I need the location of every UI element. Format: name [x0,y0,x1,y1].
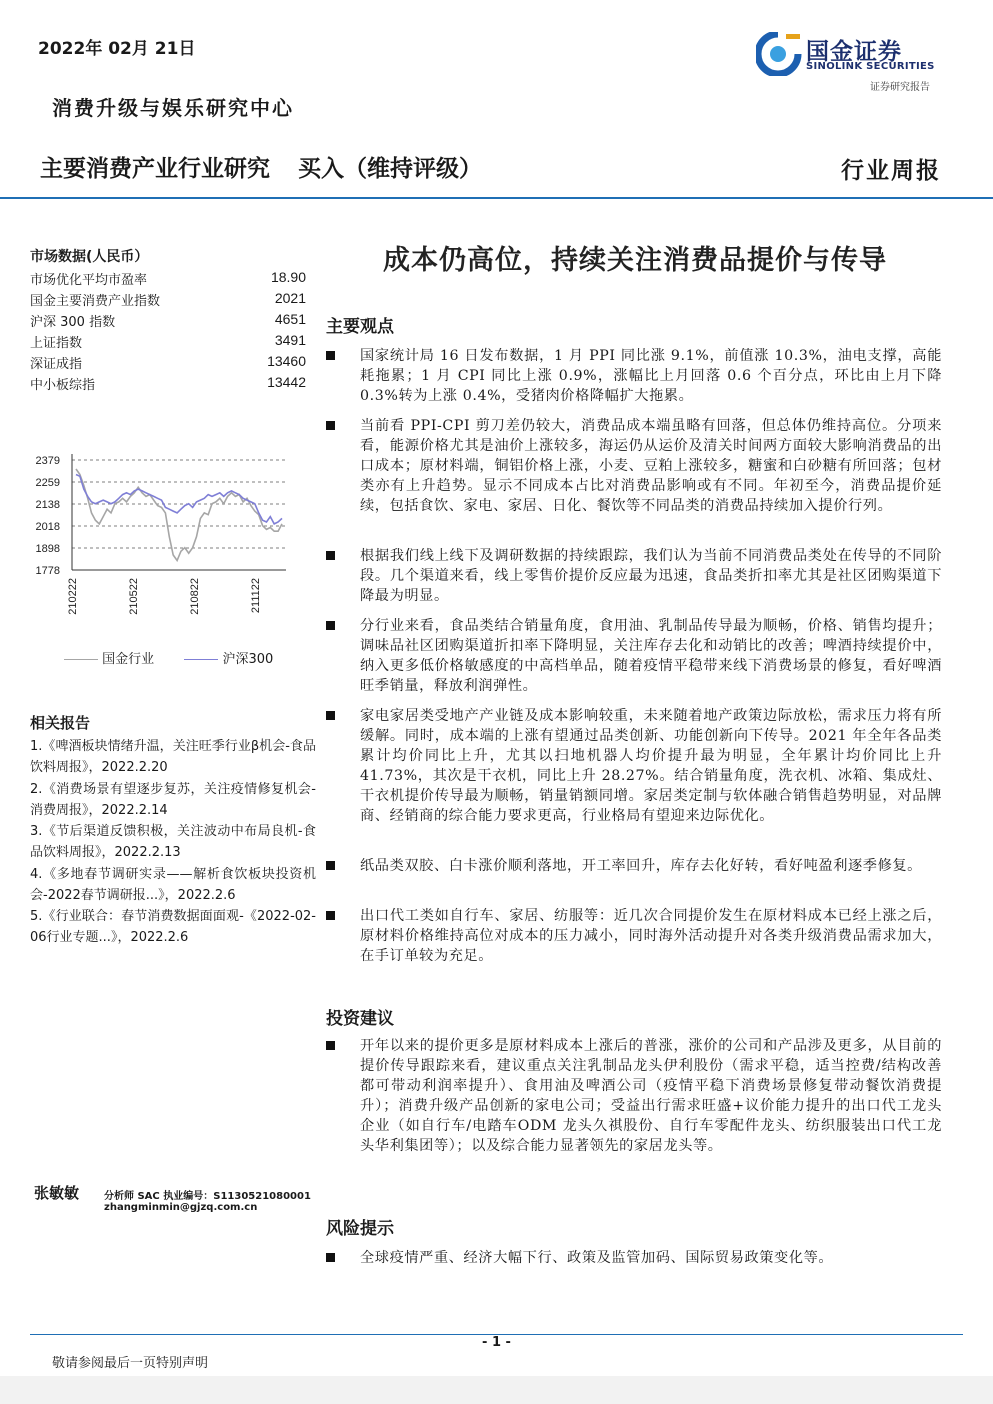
chart-legend [64,648,273,667]
bullet-square-icon [326,551,335,560]
key-point-item [326,346,942,406]
legend-swatch-industry [64,659,98,660]
analyst-sac-number: 分析师 SAC 执业编号：S1130521080001 [104,1191,311,1202]
rating: 买入（维持评级） [298,156,483,182]
index-line-chart [28,440,318,630]
key-point-item [326,706,942,826]
bullet-square-icon [326,1253,335,1262]
x-tick-label: 210822 [189,578,201,615]
key-point-text: 出口代工类如自行车、家居、纺服等：近几次合同提价发生在原材料成本已经上涨之后，原材料价格维持高位对成本的压力减小，同时海外活动提升对各类升级消费品需求加大，在手订单较为充足。 [360,908,942,964]
section-heading-key-points: 主要观点 [326,317,394,337]
key-point-text: 家电家居类受地产产业链及成本影响较重，未来随着地产政策边际放松，需求压力将有所缓解。同时，成本端的上涨有望通过品类创新、功能创新向下传导。2021 年全年各品类累计均价同比上升，尤其以扫地机器人均价提升最为明显，全年累计均价同比上升 41.73%，其次是干衣机，同比上升 28.27%。结合销量角度，洗衣机、冰箱、集成灶、干衣机提价传导最为顺畅，销量销额同增。家居类定制与软体融合销售趋势明显，对品牌商、经销商的综合能力要求更高，行业格局有望迎来边际优化。 [360,708,942,824]
series-line-1 [76,475,282,524]
market-data-label: 市场优化平均市盈率 [30,273,148,288]
footer-disclaimer: 敬请参阅最后一页特别声明 [52,1356,209,1371]
report-category: 证券研究报告 [870,82,930,93]
article-title: 成本仍高位，持续关注消费品提价与传导 [383,245,887,276]
analyst-email[interactable]: zhangminmin@gjzq.com.cn [104,1202,258,1213]
related-report-item[interactable]: 3.《节后渠道反馈积极，关注波动中布局良机-食品饮料周报》，2022.2.13 [30,824,316,860]
logo-text-cn: 国金证券 [806,39,902,65]
related-report-item[interactable]: 1.《啤酒板块情绪升温，关注旺季行业β机会-食品饮料周报》，2022.2.20 [30,739,316,775]
key-point-item [326,856,942,876]
key-point-item [326,616,942,696]
report-date: 2022年 02月 21日 [38,39,196,59]
x-tick-label: 210222 [67,578,79,615]
market-data-row [30,311,306,332]
report-title-row [40,150,482,183]
series-line-0 [76,469,282,561]
investment-advice-text: 开年以来的提价更多是原材料成本上涨后的普涨，涨价的公司和产品涉及更多，从目前的提价传导跟踪来看，建议重点关注乳制品龙头伊利股份（需求平稳，适当控费/结构改善都可带动利润率提升）、食用油及啤酒公司（疫情平稳下消费场景修复带动餐饮消费提升）；消费升级产品创新的家电公司；受益出行需求旺盛+议价能力提升的出口代工龙头企业（如自行车/电踏车ODM 龙头久祺股份、自行车零配件龙头、纺织服装出口代工龙头华利集团等）；以及综合能力显著领先的家居龙头等。 [360,1038,942,1154]
y-tick-label: 2379 [35,455,60,467]
key-point-item [326,416,942,516]
related-report-item[interactable]: 2.《消费场景有望逐步复苏，关注疫情修复机会-消费周报》，2022.2.14 [30,782,316,818]
section-heading-risk: 风险提示 [326,1219,394,1239]
analyst-name: 张敏敏 [34,1184,80,1202]
key-point-text: 当前看 PPI-CPI 剪刀差仍较大，消费品成本端虽略有回落，但总体仍维持高位。分项来看，能源价格尤其是油价上涨较多，海运仍从运价及清关时间两方面较大影响消费品的出口成本；原材料端，铜铝价格上涨，小麦、豆粕上涨较多，糖蜜和白砂糖有所回落；包材类亦有上升趋势。显示不同成本占比对消费品影响或有不同。年初至今，消费品提价延续，包括食饮、家电、家居、日化、餐饮等不同品类的消费品持续加入提价行列。 [360,418,942,514]
legend-label-industry: 国金行业 [102,652,155,667]
bullet-square-icon [326,421,335,430]
y-tick-label: 2259 [35,477,60,489]
market-data-value: 4651 [274,311,306,327]
sinolink-logo-icon [756,32,804,76]
market-data-label: 国金主要消费产业指数 [30,294,161,309]
market-data-row [30,374,306,395]
risk-item [326,1248,942,1268]
x-tick-label: 211122 [250,578,262,614]
market-data-value: 3491 [274,332,306,348]
related-report-item[interactable]: 5.《行业联合：春节消费数据面面观-《2022-02-06行业专题...》，2022.2.6 [30,909,316,945]
page-bottom-band [0,1376,993,1404]
key-point-text: 根据我们线上线下及调研数据的持续跟踪，我们认为当前不同消费品类处在传导的不同阶段。几个渠道来看，线上零售价提价反应最为迅速，食品类折扣率尤其是社区团购渠道下降最为明显。 [360,548,942,604]
market-data-value: 13442 [267,374,306,390]
market-data-label: 上证指数 [30,336,83,351]
bullet-square-icon [326,351,335,360]
market-data-row [30,269,306,290]
legend-swatch-hs300 [184,659,218,660]
y-tick-label: 2138 [35,499,60,511]
market-data-label: 中小板综指 [30,378,96,393]
y-tick-label: 2018 [35,521,60,533]
bullet-square-icon [326,1041,335,1050]
key-point-text: 纸品类双胶、白卡涨价顺利落地，开工率回升，库存去化好转，看好吨盈利逐季修复。 [360,858,922,874]
logo-text-en: SINOLINK SECURITIES [806,61,935,72]
key-point-item [326,546,942,606]
section-heading-investment-advice: 投资建议 [326,1009,394,1029]
key-point-text: 国家统计局 16 日发布数据，1 月 PPI 同比涨 9.1%，前值涨 10.3%，油电支撑，高能耗拖累；1 月 CPI 同比上涨 0.9%，涨幅比上月回落 0.6 个百分点，环比由上月下降 0.3%转为上涨 0.4%，受猪肉价格降幅扩大拖累。 [360,348,942,404]
market-data-row [30,353,306,374]
bullet-square-icon [326,711,335,720]
investment-advice-item [326,1036,942,1156]
y-tick-label: 1778 [35,565,60,577]
report-type: 行业周报 [841,157,941,184]
related-reports-heading: 相关报告 [30,714,91,732]
x-tick-label: 210522 [128,578,140,615]
market-data-label: 沪深 300 指数 [30,315,116,330]
y-tick-label: 1898 [35,543,60,555]
bullet-square-icon [326,911,335,920]
legend-label-hs300: 沪深300 [222,652,274,667]
report-title: 主要消费产业行业研究 [40,156,270,182]
market-data-heading: 市场数据(人民币） [30,249,149,265]
bullet-square-icon [326,621,335,630]
research-center: 消费升级与娱乐研究中心 [52,96,294,120]
market-data-row [30,290,306,311]
market-data-value: 18.90 [270,269,306,285]
related-report-item[interactable]: 4.《多地春节调研实录——解析食饮板块投资机会-2022春节调研报...》，2022.2.6 [30,867,316,903]
market-data-label: 深证成指 [30,357,83,372]
key-point-text: 分行业来看，食品类结合销量角度，食用油、乳制品传导最为顺畅，价格、销售均提升；调味品社区团购渠道折扣率下降明显，关注库存去化和动销比的改善；啤酒持续提价中，纳入更多低价格敏感度的中高档单品，随着疫情平稳带来线下消费场景的修复，看好啤酒旺季销量，释放利润弹性。 [360,618,942,694]
risk-text: 全球疫情严重、经济大幅下行、政策及监管加码、国际贸易政策变化等。 [360,1250,834,1266]
key-point-item [326,906,942,966]
header-divider [0,197,993,199]
market-data-value: 2021 [274,290,306,306]
page-number: - 1 - [482,1335,511,1350]
market-data-row [30,332,306,353]
market-data-value: 13460 [267,353,306,369]
bullet-square-icon [326,861,335,870]
